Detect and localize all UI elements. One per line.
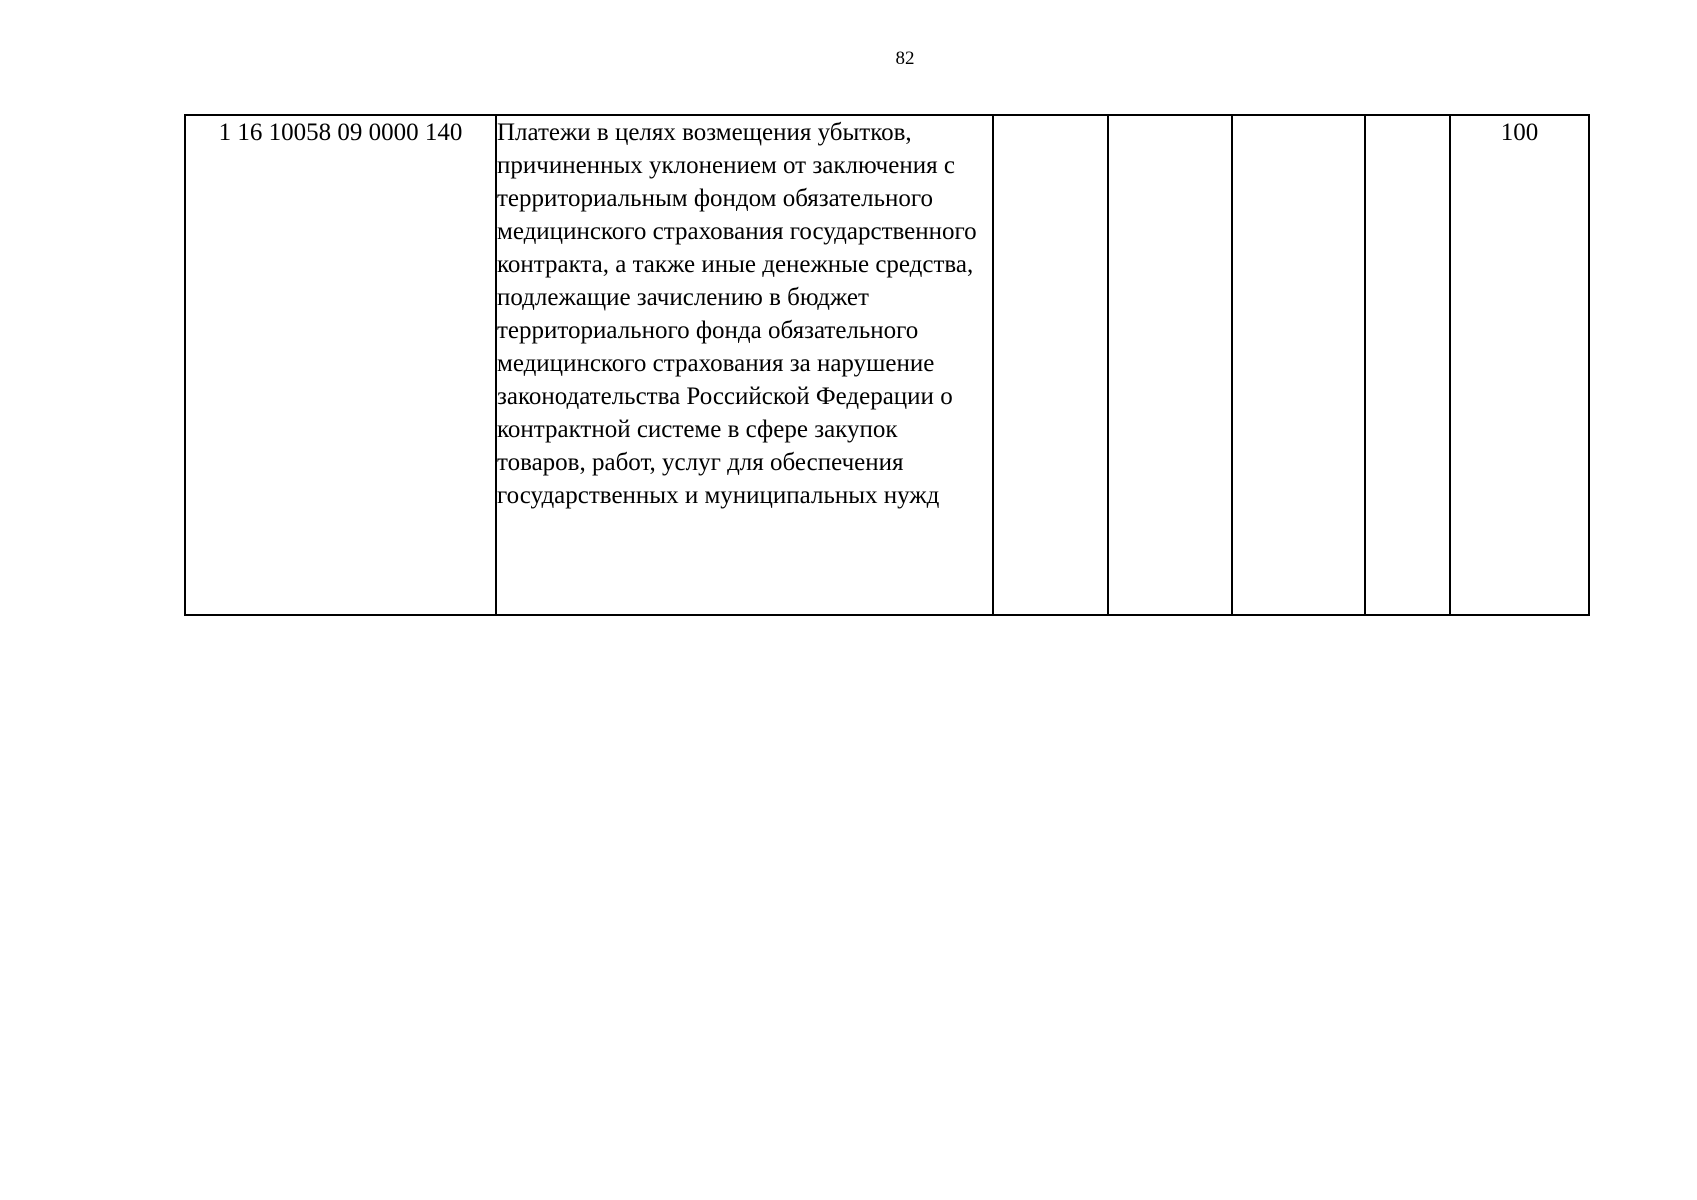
page-number: 82: [895, 48, 915, 69]
budget-table: [184, 114, 1590, 616]
table-row: [185, 115, 1589, 615]
value-cell-6: [1365, 115, 1450, 615]
value-cell-3: [993, 115, 1108, 615]
revenue-name: Платежи в целях возмещения убытков, причиненных уклонением от заключения с территориальным фондом обязательного медицинского страхования государственного контракта, а также иные денежные средства, подлежащие зачислению в бюджет территориального фонда обязательного медицинского страхования за нарушение законодательства Российской Федерации о контрактной системе в сфере закупок товаров, работ, услуг для обеспечения государственных и муниципальных нужд: [496, 115, 993, 615]
value-cell-5: [1232, 115, 1365, 615]
value-cell-7: 100: [1450, 115, 1589, 615]
value-cell-4: [1108, 115, 1232, 615]
classification-code: 1 16 10058 09 0000 140: [185, 115, 496, 615]
